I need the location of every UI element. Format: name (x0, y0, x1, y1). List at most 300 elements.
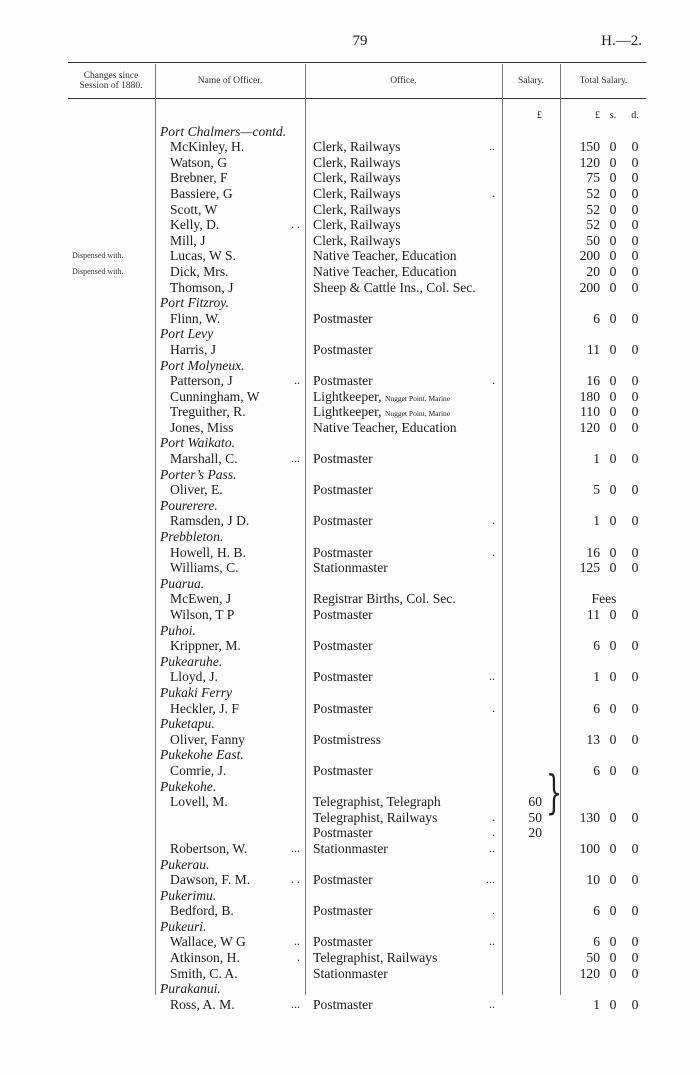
total-pounds: 100 (579, 840, 600, 856)
leader-dots: ... (291, 451, 300, 466)
place-heading: Puarua. (160, 575, 205, 591)
salary-amount: 20 (528, 825, 542, 841)
header-total-salary: Total Salary. (579, 76, 628, 86)
office-title: Stationmaster (313, 965, 388, 981)
office-title: Postmaster (313, 482, 373, 498)
total-pence: 0 (631, 903, 639, 919)
leader-dots: .. (489, 669, 495, 684)
total-pounds: 6 (593, 700, 600, 716)
table-row (0, 404, 700, 420)
total-shillings: 0 (609, 872, 617, 888)
total-pounds: 6 (593, 762, 600, 778)
office-title: Postmaster (313, 544, 373, 560)
table-row (0, 966, 700, 982)
place-row (0, 358, 700, 374)
officer-name: Cunningham, W (170, 388, 260, 404)
office-title: Native Teacher, Education (313, 248, 457, 264)
total-shillings: 0 (609, 544, 617, 560)
place-row (0, 295, 700, 311)
pence-unit: d. (631, 110, 639, 121)
place-row (0, 654, 700, 670)
office-title: Postmaster (313, 700, 373, 716)
table-row (0, 264, 700, 280)
total-pence: 0 (631, 872, 639, 888)
leader-dots: . (492, 513, 495, 528)
leader-dots: .. (489, 996, 495, 1011)
total-pounds: 13 (586, 731, 600, 747)
pounds-unit: £ (595, 110, 600, 121)
leader-dots: . (297, 950, 300, 965)
table-row (0, 872, 700, 888)
office-title: Clerk, Railways (313, 217, 401, 233)
total-pence: 0 (631, 840, 639, 856)
total-shillings: 0 (609, 419, 617, 435)
total-pence: 0 (631, 217, 639, 233)
salary-brace: } (546, 765, 563, 819)
office-title: Postmaster (313, 934, 373, 950)
total-pounds: 6 (593, 310, 600, 326)
officer-name: Wilson, T P (170, 607, 235, 622)
office-title: Postmaster (313, 762, 373, 778)
total-shillings: 0 (609, 217, 617, 233)
officer-name: McEwen, J (170, 591, 232, 607)
leader-dots: .. (489, 840, 495, 855)
total-pence: 0 (631, 965, 639, 981)
place-row (0, 576, 700, 592)
total-fees: Fees (591, 591, 617, 607)
leader-dots: . (492, 185, 495, 200)
place-row (0, 498, 700, 514)
place-heading: Port Waikato. (160, 435, 236, 451)
officer-name: Oliver, E. (170, 482, 223, 498)
office-title: Clerk, Railways (313, 201, 401, 217)
table-row (0, 545, 700, 561)
office-title: Telegraphist, Railways (313, 809, 438, 825)
total-pounds: 6 (593, 934, 600, 950)
table-row (0, 701, 700, 717)
total-pounds: 150 (579, 139, 600, 155)
place-row (0, 747, 700, 763)
total-pounds: 52 (586, 217, 600, 233)
total-pence: 0 (631, 341, 639, 357)
table-row (0, 233, 700, 249)
table-row (0, 810, 700, 826)
total-shillings: 0 (609, 139, 617, 155)
office-title: Registrar Births, Col. Sec. (313, 591, 456, 607)
total-shillings: 0 (609, 903, 617, 919)
officer-name: Atkinson, H. (170, 950, 240, 966)
table-row (0, 311, 700, 327)
office-title: Lightkeeper, (313, 404, 382, 420)
officer-name: Patterson, J (170, 373, 233, 389)
place-row (0, 623, 700, 639)
table-row (0, 389, 700, 405)
place-row (0, 716, 700, 732)
office-title: Postmaster (313, 310, 373, 326)
officer-name: Lovell, M. (170, 794, 228, 810)
place-heading: Port Molyneux. (160, 357, 245, 373)
place-row (0, 981, 700, 997)
total-shillings: 0 (609, 451, 617, 467)
total-pence: 0 (631, 310, 639, 326)
leader-dots: . (492, 825, 495, 840)
leader-dots: . . (291, 872, 300, 887)
officer-name: McKinley, H. (170, 139, 245, 155)
header-office: Office. (390, 76, 417, 86)
total-pence: 0 (631, 170, 639, 186)
total-pounds: 180 (579, 388, 600, 404)
table-row (0, 997, 700, 1013)
total-shillings: 0 (609, 232, 617, 248)
place-row (0, 326, 700, 342)
place-heading: Porter’s Pass. (160, 466, 237, 482)
office-title: Telegraphist, Telegraph (313, 794, 441, 810)
officer-name: Lloyd, J. (170, 669, 218, 685)
total-shillings: 0 (609, 185, 617, 201)
officer-name: Wallace, W G (170, 934, 246, 950)
officer-name: Ross, A. M. (170, 996, 235, 1012)
place-heading: Port Fitzroy. (160, 295, 229, 311)
officer-name: Harris, J (170, 341, 217, 357)
office-title: Clerk, Railways (313, 185, 401, 201)
total-pounds: 1 (593, 996, 600, 1012)
leader-dots: .. (294, 373, 300, 388)
total-pounds: 6 (593, 638, 600, 654)
officer-name: Watson, G (170, 154, 228, 170)
officer-name: Thomson, J (170, 279, 234, 295)
table-row (0, 186, 700, 202)
officer-name: Marshall, C. (170, 451, 238, 467)
officer-name: Oliver, Fanny (170, 731, 245, 747)
officer-name: Flinn, W. (170, 310, 221, 326)
place-row (0, 529, 700, 545)
table-row (0, 248, 700, 264)
table-row (0, 934, 700, 950)
table-row (0, 669, 700, 685)
total-pence: 0 (631, 451, 639, 467)
table-row (0, 950, 700, 966)
place-heading: Puketapu. (160, 716, 215, 732)
total-pounds: 16 (586, 373, 600, 389)
total-pence: 0 (631, 279, 639, 295)
total-pounds: 200 (579, 248, 600, 264)
officer-name: Jones, Miss (170, 419, 234, 435)
leader-dots: ... (291, 996, 300, 1011)
office-title: Stationmaster (313, 840, 388, 856)
total-shillings: 0 (609, 513, 617, 529)
place-row (0, 779, 700, 795)
officer-name: Bassiere, G (170, 185, 233, 201)
total-shillings: 0 (609, 341, 617, 357)
total-pounds: 50 (586, 232, 600, 248)
total-pence: 0 (631, 154, 639, 170)
table-row (0, 420, 700, 436)
officer-name: Bedford, B. (170, 903, 234, 919)
total-pounds: 1 (593, 669, 600, 685)
table-row (0, 794, 700, 810)
office-title: Postmaster (313, 607, 373, 622)
officer-name: Krippner, M. (170, 638, 241, 654)
total-shillings: 0 (609, 762, 617, 778)
table-row (0, 155, 700, 171)
officer-table (0, 108, 700, 1012)
place-heading: Prebbleton. (160, 529, 224, 545)
office-title: Postmaster (313, 872, 373, 888)
leader-dots: .. (489, 934, 495, 949)
total-pence: 0 (631, 607, 639, 622)
table-row (0, 170, 700, 186)
total-shillings: 0 (609, 996, 617, 1012)
table-row (0, 763, 700, 779)
total-pounds: 1 (593, 513, 600, 529)
place-row (0, 888, 700, 904)
total-shillings: 0 (609, 638, 617, 654)
change-note: Dispensed with. (72, 266, 124, 276)
total-pence: 0 (631, 263, 639, 279)
table-row (0, 342, 700, 358)
header-salary: Salary. (517, 76, 545, 86)
total-pence: 0 (631, 809, 639, 825)
total-pence: 0 (631, 388, 639, 404)
total-pounds: 20 (586, 263, 600, 279)
office-title: Postmaster (313, 903, 373, 919)
table-row (0, 139, 700, 155)
leader-dots: . (492, 809, 495, 824)
officer-name: Ramsden, J D. (170, 513, 250, 529)
total-pounds: 52 (586, 185, 600, 201)
office-title: Clerk, Railways (313, 232, 401, 248)
office-title: Postmaster (313, 996, 373, 1012)
total-pence: 0 (631, 482, 639, 498)
total-shillings: 0 (609, 263, 617, 279)
total-pounds: 16 (586, 544, 600, 560)
place-row (0, 857, 700, 873)
place-heading: Purakanui. (160, 981, 221, 997)
office-title: Lightkeeper, (313, 388, 382, 404)
salary-amount: 50 (528, 809, 542, 825)
leader-dots: . (492, 700, 495, 715)
total-pence: 0 (631, 934, 639, 950)
total-shillings: 0 (609, 809, 617, 825)
officer-name: Williams, C. (170, 560, 239, 576)
table-row (0, 841, 700, 857)
office-location: Nugget Point, Marine (384, 393, 451, 403)
total-pounds: 75 (586, 170, 600, 186)
total-pence: 0 (631, 185, 639, 201)
total-pence: 0 (631, 700, 639, 716)
office-title: Sheep & Cattle Ins., Col. Sec. (313, 279, 476, 295)
total-shillings: 0 (609, 388, 617, 404)
total-pounds: 110 (580, 404, 600, 420)
place-heading: Pukekohe East. (160, 747, 244, 763)
office-title: Native Teacher, Education (313, 263, 457, 279)
total-shillings: 0 (609, 482, 617, 498)
officer-name: Howell, H. B. (170, 544, 246, 560)
total-pence: 0 (631, 950, 639, 966)
total-pounds: 10 (586, 872, 600, 888)
table-row (0, 607, 700, 623)
total-shillings: 0 (609, 607, 617, 622)
leader-dots: ... (291, 840, 300, 855)
total-pence: 0 (631, 513, 639, 529)
office-title: Native Teacher, Education (313, 419, 457, 435)
table-row (0, 638, 700, 654)
units-row (0, 108, 700, 124)
total-shillings: 0 (609, 170, 617, 186)
place-row (0, 435, 700, 451)
office-title: Clerk, Railways (313, 170, 401, 186)
total-pounds: 6 (593, 903, 600, 919)
table-row (0, 732, 700, 748)
leader-dots: . (492, 373, 495, 388)
table-row (0, 202, 700, 218)
total-shillings: 0 (609, 965, 617, 981)
total-pounds: 120 (579, 419, 600, 435)
office-title: Postmaster (313, 341, 373, 357)
total-shillings: 0 (609, 310, 617, 326)
place-row (0, 467, 700, 483)
table-row (0, 903, 700, 919)
header-top-rule (68, 62, 646, 63)
total-pence: 0 (631, 669, 639, 685)
place-heading: Pukeuri. (160, 918, 207, 934)
leader-dots: . (492, 544, 495, 559)
office-title: Clerk, Railways (313, 139, 401, 155)
total-shillings: 0 (609, 373, 617, 389)
place-heading: Pukerimu. (160, 887, 217, 903)
total-pounds: 1 (593, 451, 600, 467)
total-pence: 0 (631, 404, 639, 420)
total-pence: 0 (631, 762, 639, 778)
officer-name: Scott, W (170, 201, 218, 217)
officer-name: Dick, Mrs. (170, 263, 229, 279)
shillings-unit: s. (609, 110, 617, 121)
total-shillings: 0 (609, 950, 617, 966)
place-heading: Pukearuhe. (160, 653, 223, 669)
officer-name: Dawson, F. M. (170, 872, 251, 888)
leader-dots: ... (486, 872, 495, 887)
leader-dots: .. (489, 139, 495, 154)
salary-amount: 60 (528, 794, 542, 810)
total-pence: 0 (631, 638, 639, 654)
total-pounds: 120 (579, 154, 600, 170)
total-shillings: 0 (609, 248, 617, 264)
table-row (0, 280, 700, 296)
total-shillings: 0 (609, 840, 617, 856)
total-pence: 0 (631, 232, 639, 248)
total-shillings: 0 (609, 700, 617, 716)
total-pence: 0 (631, 419, 639, 435)
table-row (0, 825, 700, 841)
total-shillings: 0 (609, 279, 617, 295)
place-heading: Pukerau. (160, 856, 210, 872)
total-shillings: 0 (609, 560, 617, 576)
table-row (0, 451, 700, 467)
officer-name: Kelly, D. (170, 217, 220, 233)
office-title: Stationmaster (313, 560, 388, 576)
total-pence: 0 (631, 139, 639, 155)
header-name: Name of Officer. (197, 76, 263, 86)
total-pounds: 50 (586, 950, 600, 966)
place-heading: Port Levy (160, 326, 214, 342)
total-pounds: 130 (579, 809, 600, 825)
total-pounds: 52 (586, 201, 600, 217)
office-title: Postmaster (313, 825, 373, 841)
total-shillings: 0 (609, 934, 617, 950)
total-pence: 0 (631, 560, 639, 576)
place-heading: Pukekohe. (160, 778, 217, 794)
office-title: Postmaster (313, 669, 373, 685)
total-pence: 0 (631, 544, 639, 560)
total-pounds: 125 (579, 560, 600, 576)
office-title: Clerk, Railways (313, 154, 401, 170)
place-row (0, 685, 700, 701)
total-pounds: 5 (593, 482, 600, 498)
place-row (0, 919, 700, 935)
officer-name: Robertson, W. (170, 840, 248, 856)
header-changes: Changes since Session of 1880. (79, 71, 143, 91)
table-row (0, 373, 700, 389)
officer-name: Brebner, F (170, 170, 228, 186)
office-title: Postmaster (313, 638, 373, 654)
page-number: 79 (352, 33, 368, 49)
office-title: Postmaster (313, 373, 373, 389)
total-shillings: 0 (609, 731, 617, 747)
total-shillings: 0 (609, 404, 617, 420)
salary-unit: £ (537, 110, 542, 121)
office-title: Postmaster (313, 451, 373, 467)
total-pence: 0 (631, 373, 639, 389)
table-row (0, 482, 700, 498)
officer-name: Heckler, J. F (170, 700, 239, 716)
leader-dots: . (492, 903, 495, 918)
total-pence: 0 (631, 201, 639, 217)
officer-name: Mill, J (170, 232, 206, 248)
office-location: Nugget Point, Marine (384, 409, 451, 419)
place-heading: Puhoi. (160, 622, 196, 638)
table-row (0, 513, 700, 529)
table-row (0, 560, 700, 576)
leader-dots: . . (291, 217, 300, 232)
place-heading: Pukaki Ferry (160, 684, 233, 700)
leader-dots: .. (294, 934, 300, 949)
officer-name: Treguither, R. (170, 404, 246, 420)
total-pounds: 200 (579, 279, 600, 295)
officer-name: Smith, C. A. (170, 965, 238, 981)
officer-name: Comrie, J. (170, 762, 227, 778)
table-row (0, 217, 700, 233)
total-pence: 0 (631, 996, 639, 1012)
total-shillings: 0 (609, 201, 617, 217)
office-title: Telegraphist, Railways (313, 950, 438, 966)
total-shillings: 0 (609, 669, 617, 685)
officer-name: Lucas, W S. (170, 248, 236, 264)
total-shillings: 0 (609, 154, 617, 170)
table-row (0, 591, 700, 607)
total-pounds: 11 (586, 341, 600, 357)
place-row (0, 124, 700, 140)
total-pounds: 120 (579, 965, 600, 981)
change-note: Dispensed with. (72, 251, 124, 261)
place-heading: Port Chalmers—contd. (160, 123, 287, 139)
total-pence: 0 (631, 248, 639, 264)
office-title: Postmistress (313, 731, 381, 747)
office-title: Postmaster (313, 513, 373, 529)
place-heading: Pourerere. (160, 497, 218, 513)
total-pounds: 11 (586, 607, 600, 622)
document-reference: H.—2. (601, 33, 642, 49)
total-pence: 0 (631, 731, 639, 747)
